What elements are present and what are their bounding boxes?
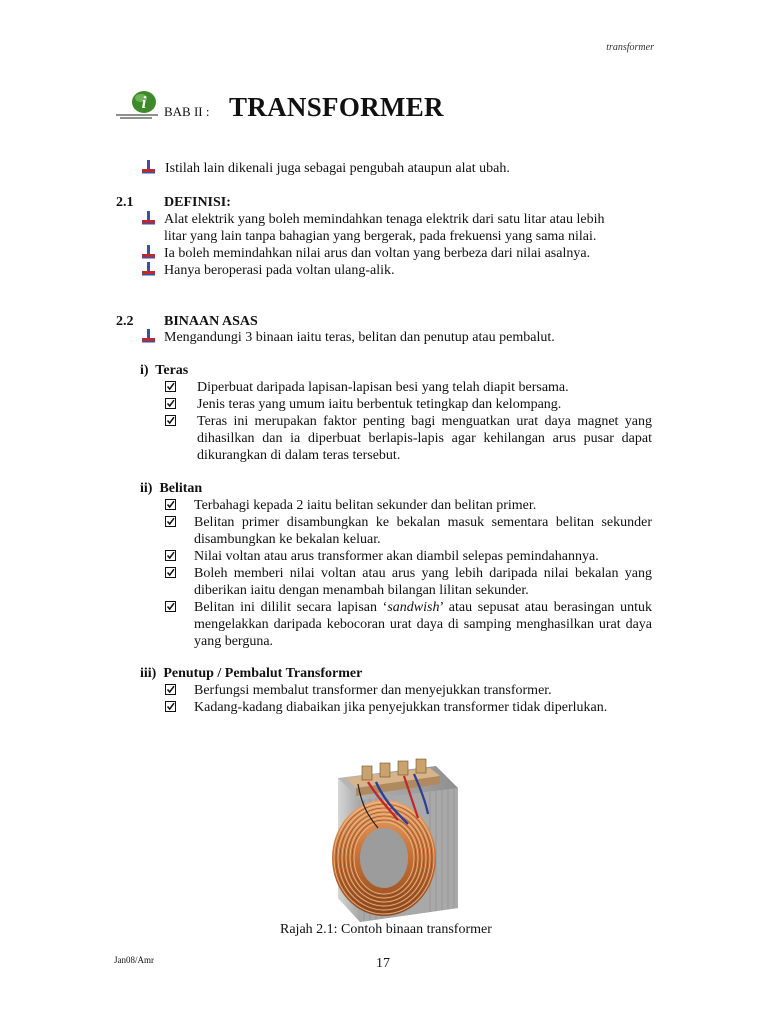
arrow-bullet-icon [142,211,156,225]
checkbox-icon [165,601,176,612]
check-item-text: Kadang-kadang diabaikan jika penyejukkan transformer tidak diperlukan. [194,700,608,715]
check-item-text-part: Belitan ini dililit secara lapisan ‘ [194,600,388,615]
check-item-text: Terbahagi kepada 2 iaitu belitan sekunder dan belitan primer. [194,498,537,513]
section-number: 2.2 [116,314,134,329]
checkbox-icon [165,516,176,527]
section-heading: BINAAN ASAS [164,314,258,329]
arrow-bullet-icon [142,245,156,259]
check-item-text: Berfungsi membalut transformer dan menyejukkan transformer. [194,683,552,698]
svg-text:i: i [141,93,147,112]
arrow-bullet-icon [142,329,156,343]
subsection-heading: ii) Belitan [140,481,203,496]
checkbox-icon [165,398,176,409]
check-item-text: Diperbuat daripada lapisan-lapisan besi yang telah diapit bersama. [197,380,569,395]
bullet-text: Mengandungi 3 binaan iaitu teras, belitan dan penutup atau pembalut. [164,330,555,345]
chapter-title: TRANSFORMER [229,92,444,122]
page-number: 17 [376,956,390,971]
check-item-text: Nilai voltan atau arus transformer akan diambil selepas pemindahannya. [194,549,599,564]
section-number: 2.1 [116,195,134,210]
check-item-text-part: ’ atau sepusat atau berasingan untuk mengelakkan daripada kebocoran urat daya di samping menghasilkan urat daya yang berguna. [194,600,652,649]
checkbox-icon [165,381,176,392]
checkbox-icon [165,415,176,426]
running-header: transformer [606,42,654,53]
footer-left: Jan08/Amr [114,955,154,965]
check-item-text: Belitan primer disambungkan ke bekalan masuk sementara belitan sekunder disambungkan ke bekalan keluar. [194,515,652,547]
checkbox-icon [165,701,176,712]
bullet-text: litar yang lain tanpa bahagian yang bergerak, pada frekuensi yang sama nilai. [164,229,597,244]
chapter-label: BAB II : [164,104,210,119]
transformer-illustration [318,748,466,930]
subsection-heading: iii) Penutup / Pembalut Transformer [140,666,363,681]
check-item-text: Boleh memberi nilai voltan atau arus yang lebih daripada nilai bekalan yang diberikan iaitu dengan menambah bilangan lilitan sekunder. [194,566,652,598]
figure-caption: Rajah 2.1: Contoh binaan transformer [280,922,492,937]
bullet-text: Alat elektrik yang boleh memindahkan tenaga elektrik dari satu litar atau lebih [164,212,605,227]
bullet-text: Hanya beroperasi pada voltan ulang-alik. [164,263,395,278]
checkbox-icon [165,499,176,510]
emphasis-term: sandwish [387,600,440,615]
subsection-heading: i) Teras [140,363,189,378]
section-heading: DEFINISI: [164,195,231,210]
checkbox-icon [165,567,176,578]
bullet-text: Ia boleh memindahkan nilai arus dan voltan yang berbeza dari nilai asalnya. [164,246,591,261]
checkbox-icon [165,684,176,695]
checkbox-icon [165,550,176,561]
arrow-bullet-icon [142,262,156,276]
info-logo-icon [112,88,162,122]
check-item-text: Teras ini merupakan faktor penting bagi menguatkan urat daya magnet yang dihasilkan dan ia diperbuat berlapis-lapis agar kehilangan arus pusar dapat dikurangkan di dalam teras tersebut. [197,414,652,463]
intro-text: Istilah lain dikenali juga sebagai pengubah ataupun alat ubah. [165,161,510,176]
check-item-text: Jenis teras yang umum iaitu berbentuk tetingkap dan kelompang. [197,397,562,412]
check-item-text [194,599,652,650]
arrow-bullet-icon [142,160,156,174]
